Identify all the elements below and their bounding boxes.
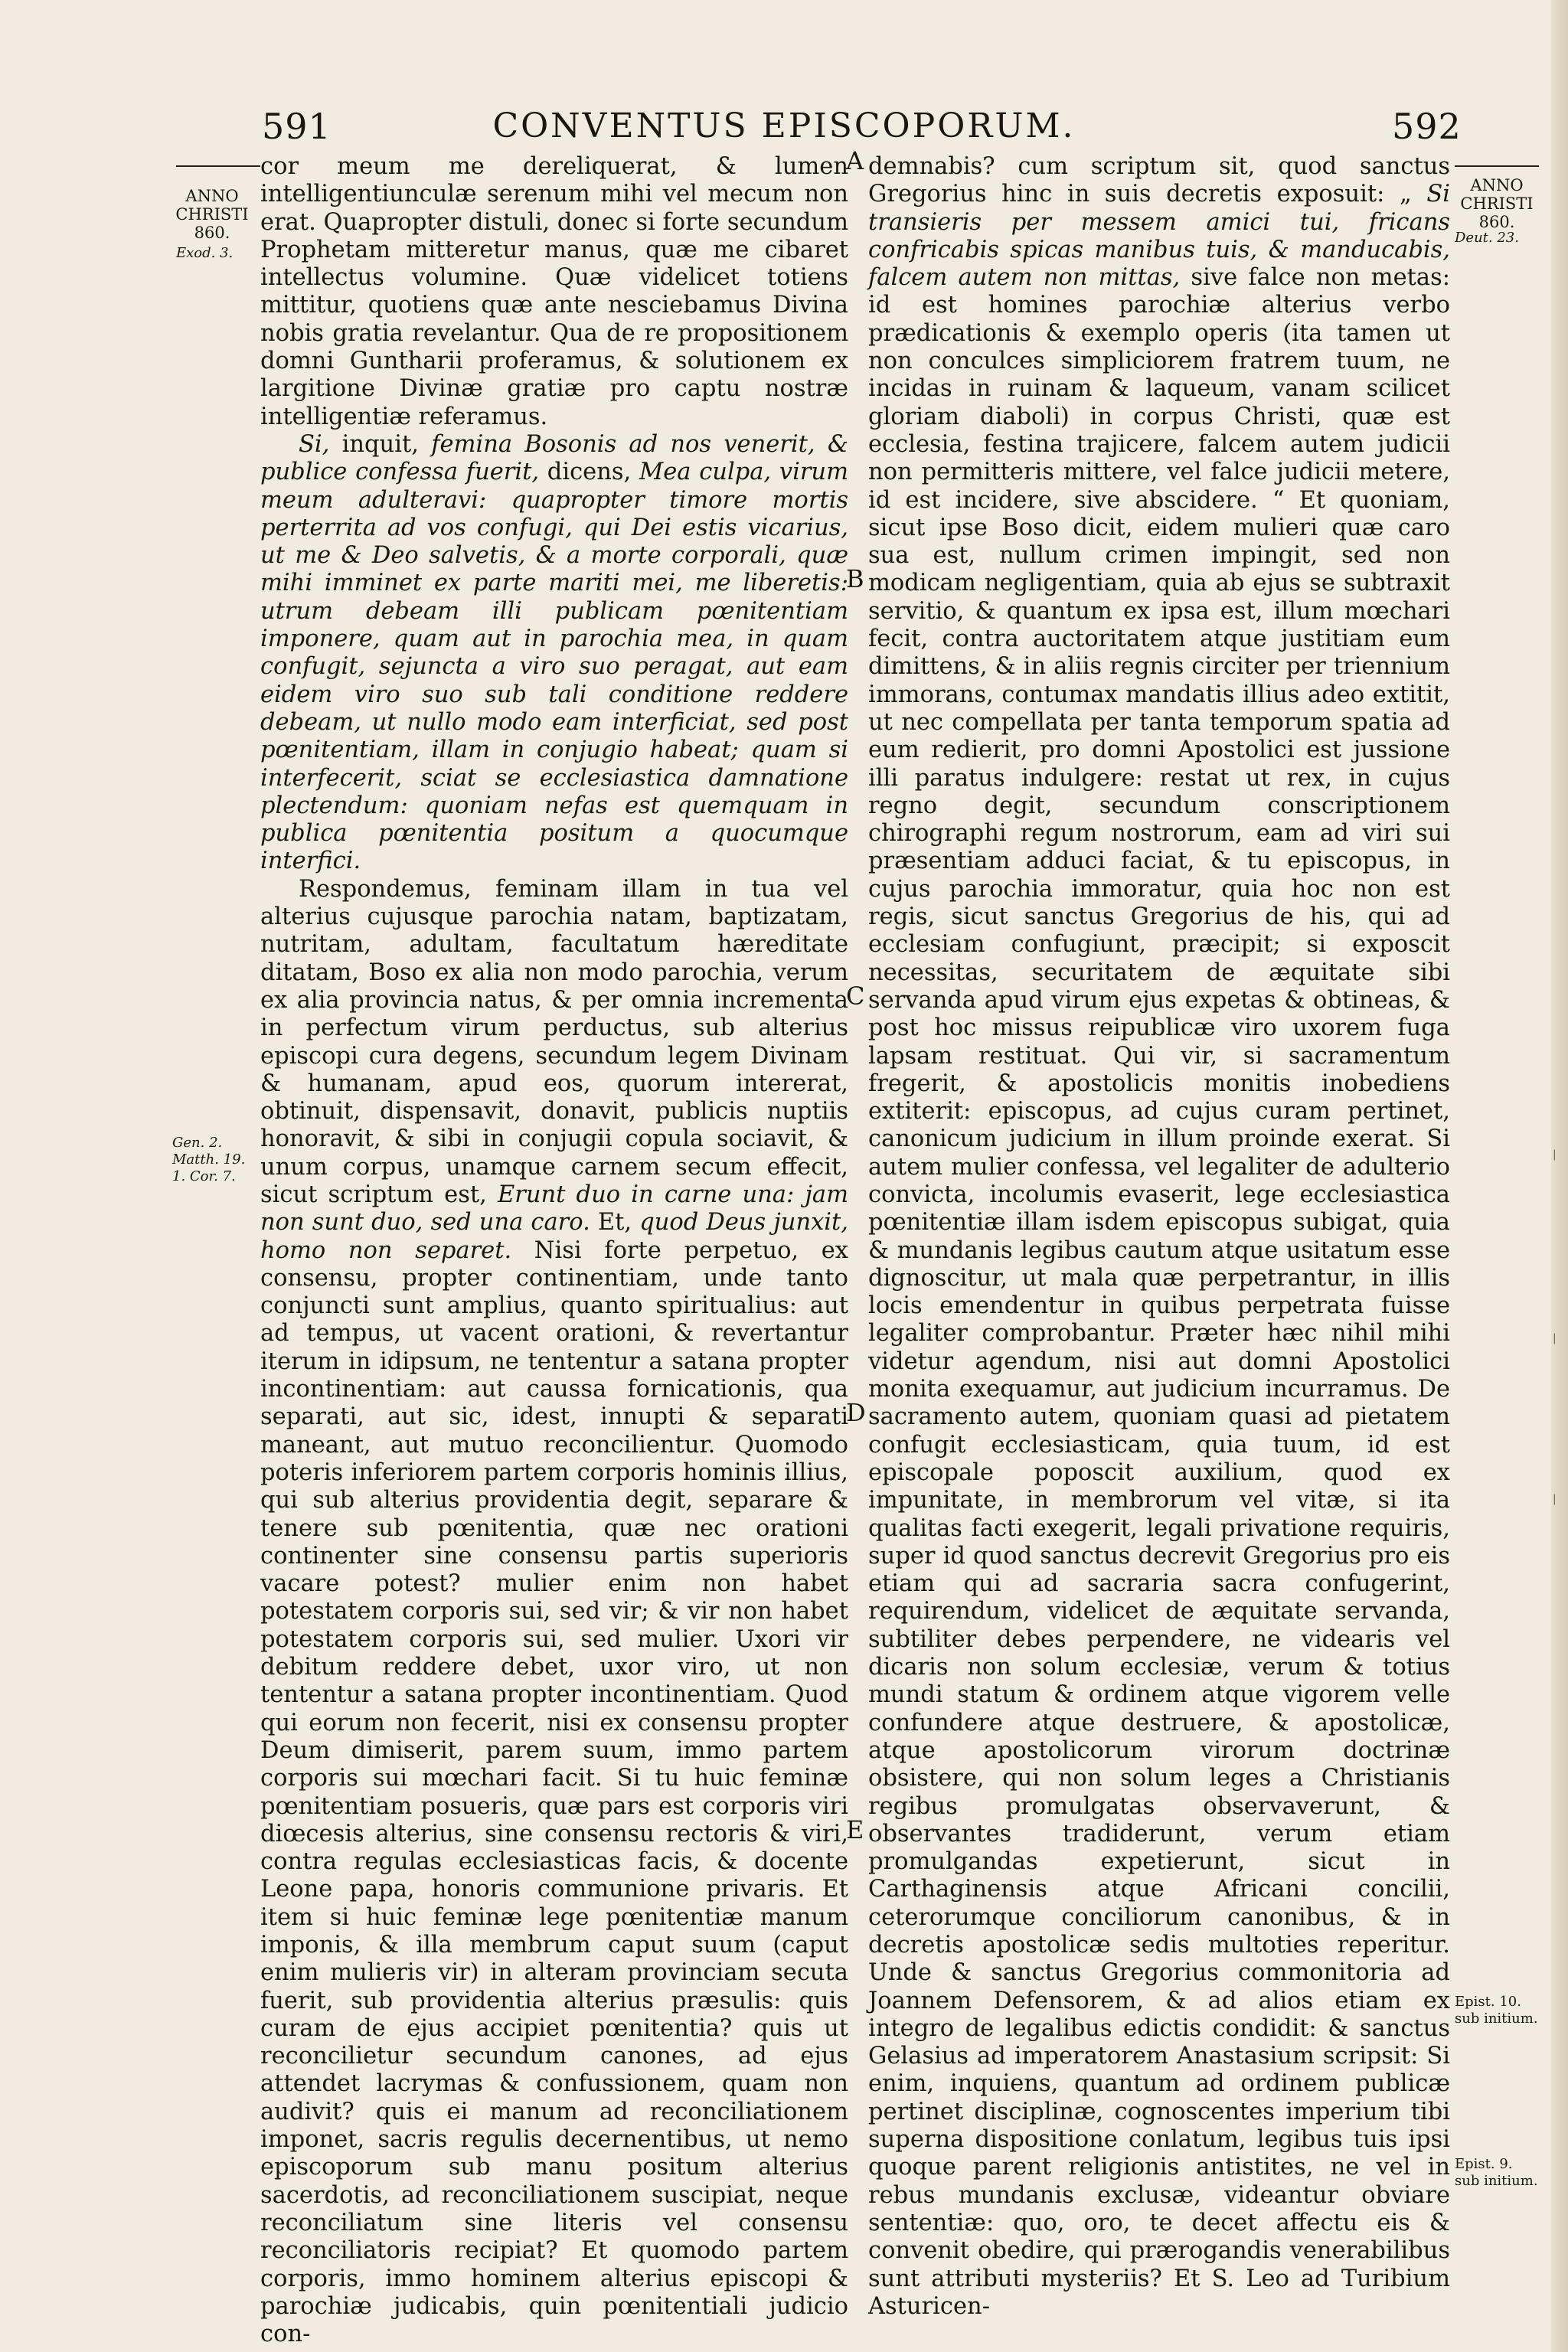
left-p3-text-2: Nisi forte perpetuo, ex consensu, propter continentiam, unde tanto conjuncti sunt amplius, quanto spiritualius: aut ad tempus, ut vacent orationi, & revertantur iterum in idipsum, ne tententur a satana propter incontinentiam: aut caussa fornicationis, qua separati, aut sic, idest, innupti & separati maneant, aut mutuo reconcilientur. Quomodo poteris inferiorem partem corporis hominis illius, qui sub alterius providentia degit, separare & tenere sub pœnitentia, quæ nec orationi continenter sine consensu partis superioris vacare potest? mulier enim non habet potestatem corporis sui, sed vir; & vir non habet potestatem corporis sui, sed mulier. Uxori vir debitum reddere debet, uxor viro, ut non tententur a satana propter incontinentiam. Quod qui eorum non fecerit, nisi ex consensu propter Deum dimiserit, parem suum, immo partem corporis sui mœchari facit. Si tu huic feminæ pœnitentiam posueris, quæ pars est corporis viri diœcesis alterius, sine consensu rectoris & viri, contra regulas ecclesiasticas facis, & docente Leone papa, honoris communione privaris. Et item si huic feminæ lege pœnitentiæ manum imponis, & illa membrum caput suum (caput enim mulieris vir) in alteram provinciam secuta fuerit, sub providentia alterius præsulis: quis curam de ejus accipiet pœnitentia? quis ut reconcilietur secundum canones, ad ejus attendet lacrymas & confussionem, quam non audivit? quis ei manum ad reconciliationem imponet, sacris regulis decernentibus, ut nemo episcoporum sub manu positum alterius sacerdotis, ad reconciliationem suscipiat, neque reconciliatum sine literis vel consensu reconciliatoris recipiat? Et quomodo partem corporis, immo hominem alterius episcopi & parochiæ judicabis, quin pœnitentiali judicio con- [260, 1236, 848, 2348]
left-p3-text-1: Respondemus, feminam illam in tua vel alterius cujusque parochia natam, baptizatam, nutritam, adultam, facultatum hæreditate ditatam, Boso ex alia non modo parochia, verum ex alia provincia natus, & per omnia incrementa in perfectum virum perductus, sub alterius episcopi cura degens, secundum legem Divinam & humanam, apud eos, quorum intererat, obtinuit, dispensavit, donavit, publicis nuptiis honoravit, & sibi in conjugii copula sociavit, & unum corpus, unamque carnem secum effecit, sicut scriptum est, [260, 875, 848, 1208]
left-p2-si: Si, [299, 430, 330, 458]
running-title: CONVENTUS EPISCOPORUM. [492, 106, 1076, 145]
left-paragraph-2 [260, 431, 848, 876]
left-p2-dicens: dicens, [539, 459, 639, 486]
left-p3-scripture-2: quod Deus junxit, homo non separet. [260, 1209, 848, 1264]
margin-ref-epist-2: Epist. 9. sub initium. [1455, 2156, 1538, 2189]
header-rule-left [176, 165, 260, 167]
page-number-left: 591 [262, 106, 332, 147]
margin-ref-epist-1: Epist. 10. sub initium. [1455, 1994, 1538, 2027]
margin-ref-exod: Exod. 3. [176, 245, 234, 261]
left-paragraph-1: cor meum me dereliquerat, & lumen intelligentiunculæ serenum mihi vel mecum non erat. Quapropter distuli, donec si forte secundum Prophetam mitteretur manus, quæ me cibaret intellectus volumine. Quæ videlicet totiens mittitur, quotiens quæ ante nesciebamus Divina nobis gratia revelantur. Qua de re propositionem domni Guntharii proferamus, & solutionem ex largitione Divinæ gratiæ pro captu nostræ intelligentiæ referamus. [260, 153, 848, 430]
margin-year-left: ANNO CHRISTI 860. [175, 187, 249, 242]
margin-ref-gen: Gen. 2. Matth. 19. 1. Cor. 7. [172, 1135, 246, 1184]
right-p1-text-1: demnabis? cum scriptum sit, quod sanctus Gregorius hinc in suis decretis exposuit: „ [868, 153, 1450, 208]
margin-year-right: ANNO CHRISTI 860. [1460, 176, 1534, 231]
right-p1-scripture: Si transieris per messem amici tui, fricans confricabis spicas manibus tuis, & manducabis, falcem autem non mittas, [868, 181, 1450, 292]
left-p3-et: Et, [590, 1209, 640, 1236]
section-marker-b: B [846, 564, 864, 593]
section-marker-e: E [846, 1815, 864, 1844]
left-p2-inquit: inquit, [329, 430, 432, 458]
section-marker-a: A [846, 146, 864, 175]
page-number-right: 592 [1392, 106, 1462, 147]
edge-bleed-1: | [1553, 1148, 1557, 1161]
right-paragraph-1 [868, 153, 1450, 2321]
edge-bleed-3: | [1553, 1493, 1557, 1505]
left-p3-scripture-1: Erunt duo in carne una: jam non sunt duo, sed una caro. [260, 1181, 849, 1236]
section-marker-c: C [846, 982, 865, 1011]
section-marker-d: D [846, 1398, 866, 1427]
text-column-left [260, 153, 848, 2348]
left-p2-quote-1: femina Bosonis ad nos venerit, & publice confessa fuerit, [260, 430, 848, 486]
right-p1-text-2: sive falce non metas: id est homines parochiæ alterius verbo prædicationis & exemplo operis (ita tamen ut non conculces simpliciorem fratrem tuum, ne incidas in ruinam & laqueum, vanam scilicet gloriam diaboli) in corpus Christi, quæ est ecclesia, festina trajicere, falcem autem judicii non permitteris mittere, vel falce judicii metere, id est incidere, sive abscidere. “ Et quoniam, sicut ipse Boso dicit, eidem mulieri quæ caro sua est, nullum crimen impingit, sed non modicam negligentiam, quia ab ejus se subtraxit servitio, & quantum ex ipsa est, illum mœchari fecit, contra auctoritatem atque justitiam eum dimittens, & in aliis regnis circiter per triennium immorans, contumax mandatis illius adeo extitit, ut nec compellata per tanta temporum spatia ad eum redierit, pro domni Apostolici est jussione illi paratus indulgere: restat ut rex, in cujus regno degit, secundum conscriptionem chirographi regum nostrorum, eam ad viri sui præsentiam adduci faciat, & tu episcopus, in cujus parochia immoratur, quia hoc non est regis, sicut sanctus Gregorius de his, qui ad ecclesiam confugiunt, præcipit; si exposcit necessitas, securitatem de æquitate sibi servanda apud virum ejus expetas & obtineas, & post hoc missus reipublicæ viro uxorem fuga lapsam restituat. Qui vir, si sacramentum fregerit, & apostolicis monitis inobediens extiterit: episcopus, ad cujus curam pertinet, canonicum judicium in illum proinde exerat. Si autem mulier confessa, vel legaliter de adulterio convicta, incolumis evaserit, lege ecclesiastica pœnitentiæ illam isdem episcopus subigat, quia & mundanis legibus cautum atque usitatum esse dignoscitur, ut mala quæ perpetrantur, in illis locis emendentur in quibus perpetrata fuisse legaliter comprobantur. Præter hæc nihil mihi videtur agendum, nisi aut domni Apostolici monita exequamur, aut judicium incurramus. De sacramento autem, quoniam quasi ad pietatem confugit ecclesiasticam, quia tuum, id est episcopale poposcit auxilium, quod ex impunitate, in membrorum vel vitæ, si ita qualitas facti exegerit, legali privatione requiris, super id quod sanctus decrevit Gregorius pro eis etiam qui ad sacraria sacra confugerint, requirendum, videlicet de æquitate servanda, subtiliter debes perpendere, ne videaris vel dicaris non solum ecclesiæ, verum & totius mundi statum & ordinem atque vigorem velle confundere atque destruere, & apostolicæ, atque apostolicorum virorum doctrinæ obsistere, qui non solum leges a Christianis regibus promulgatas observaverunt, & observantes tradiderunt, verum etiam promulgandas expetierunt, sicut in Carthaginensis atque Africani concilii, ceterorumque conciliorum canonibus, & in decretis apostolicæ sedis multoties reperitur. Unde & sanctus Gregorius commonitoria ad Joannem Defensorem, & ad alios etiam ex integro de legalibus edictis condidit: & sanctus Gelasius ad imperatorem Anastasium scripsit: Si enim, inquiens, quantum ad ordinem publicæ pertinet disciplinæ, cognoscentes imperium tibi superna dispositione conlatum, legibus tuis ipsi quoque parent religionis antistites, ne vel in rebus mundanis exclusæ, videantur obviare sententiæ: quo, oro, te decet affectu eis & convenit obedire, qui prærogandis venerabilibus sunt attributi mysteriis? Et S. Leo ad Turibium Asturicen- [868, 264, 1450, 2320]
edge-bleed-2: | [1553, 1332, 1557, 1344]
margin-ref-deut: Deut. 23. [1455, 230, 1519, 246]
left-paragraph-3 [260, 876, 848, 2349]
page-fold-shadow [1551, 0, 1568, 2352]
text-column-right [868, 153, 1450, 2321]
header-rule-right [1455, 165, 1539, 167]
left-p2-quote-2: Mea culpa, virum meum adulteravi: quapropter timore mortis perterrita ad vos confugi, qui Dei estis vicarius, ut me & Deo salvetis, & a morte corporali, quæ mihi imminet ex parte mariti mei, me liberetis: utrum debeam illi publicam pœnitentiam imponere, quam aut in parochia mea, in quam confugit, sejuncta a viro suo peragat, aut eam eidem viro suo sub tali conditione reddere debeam, ut nullo modo eam interficiat, sed post pœnitentiam, illam in conjugio habeat; quam si interfecerit, sciat se ecclesiastica damnatione plectendum: quoniam nefas est quemquam in publica pœnitentia positum a quocumque interfici. [260, 459, 848, 875]
